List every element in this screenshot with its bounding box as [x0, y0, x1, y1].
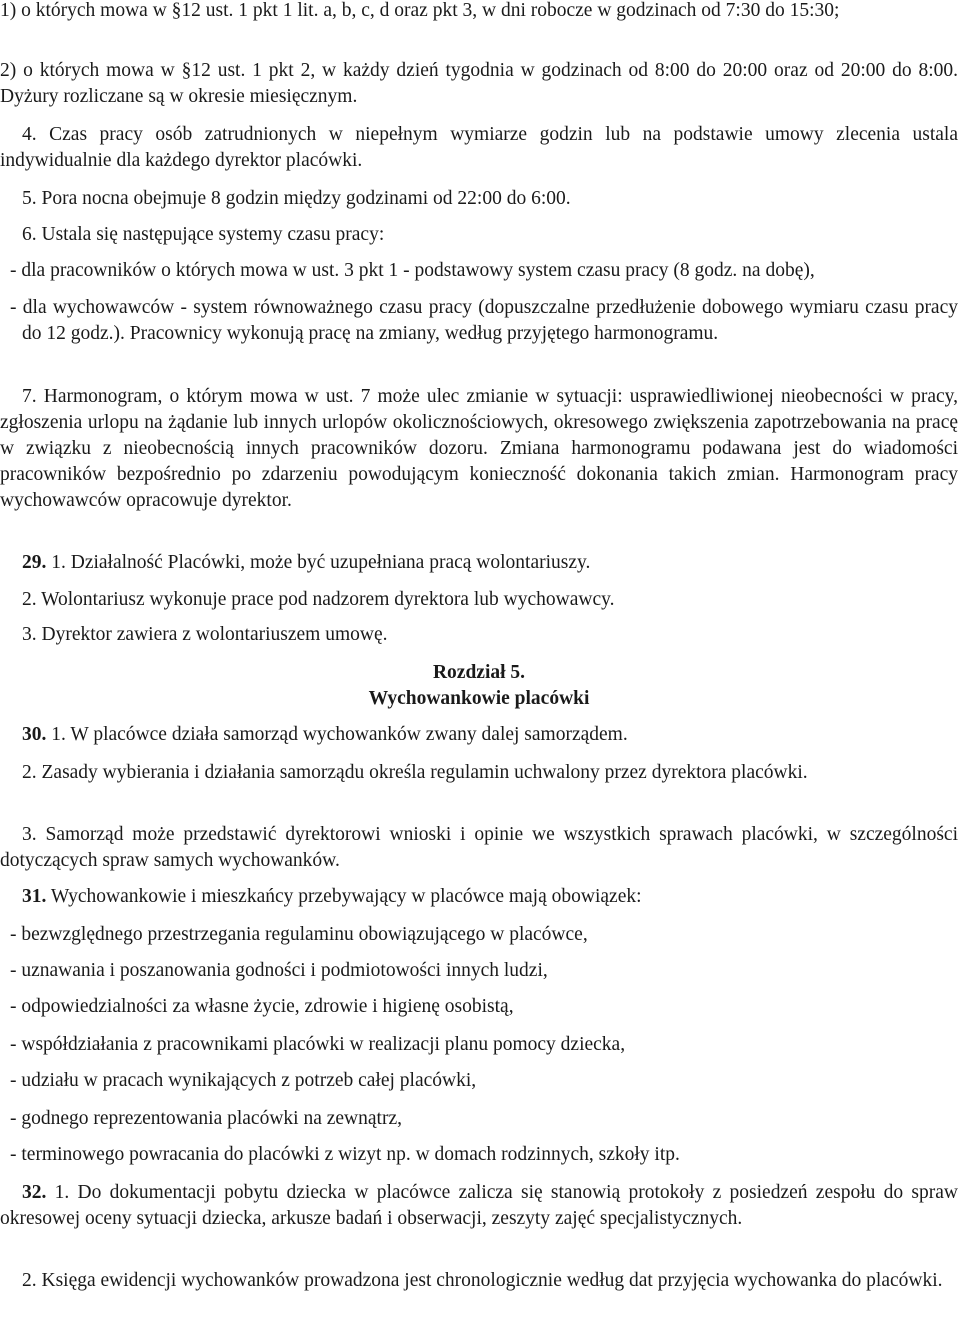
- section-29-point-3: 3. Dyrektor zawiera z wolontariuszem umowę.: [22, 624, 388, 645]
- paragraph-5: 5. Pora nocna obejmuje 8 godzin między godzinami od 22:00 do 6:00.: [22, 188, 571, 209]
- chapter-title: Rozdział 5.: [432, 662, 526, 683]
- list-item: - terminowego powracania do placówki z wizyt np. w domach rodzinnych, szkoły itp.: [10, 1144, 680, 1165]
- list-item: - bezwzględnego przestrzegania regulaminu obowiązującego w placówce,: [10, 924, 588, 945]
- section-29-number: 29.: [22, 552, 47, 573]
- section-30-point-1: [22, 722, 958, 748]
- list-item: - uznawania i poszanowania godności i podmiotowości innych ludzi,: [10, 960, 548, 981]
- paragraph-6: 6. Ustala się następujące systemy czasu pracy:: [22, 224, 385, 245]
- paragraph-6-item-a: - dla pracowników o których mowa w ust. 3 pkt 1 - podstawowy system czasu pracy (8 godz. na dobę),: [10, 260, 815, 281]
- list-item: - udziału w pracach wynikających z potrzeb całej placówki,: [10, 1070, 477, 1091]
- paragraph-4: 4. Czas pracy osób zatrudnionych w niepełnym wymiarze godzin lub na podstawie umowy zlecenia ustala indywidualnie dla każdego dyrektor placówki.: [0, 124, 958, 171]
- list-item: - współdziałania z pracownikami placówki w realizacji planu pomocy dziecka,: [10, 1034, 626, 1055]
- section-29-point-1: [22, 550, 958, 576]
- section-32-point-1: [0, 1180, 958, 1232]
- paragraph-6-item-b: - dla wychowawców - system równoważnego czasu pracy (dopuszczalne przedłużenie dobowego wymiaru czasu pracy do 12 godz.). Pracownicy wykonują pracę na zmiany, według przyjętego harmonogramu.: [10, 297, 958, 344]
- section-31-number: 31.: [22, 886, 47, 907]
- paragraph-7: 7. Harmonogram, o którym mowa w ust. 7 może ulec zmianie w sytuacji: usprawiedliwionej nieobecności w pracy, zgłoszenia urlopu na żądanie lub innych urlopów okolicznościowych, okresowego zwiększenia zapotrzebowania na pracę w związku z nieobecnością innych pracowników dozoru. Zmiana harmonogramu podawana jest do wiadomości pracowników bezpośrednio po zdarzeniu powodującym konieczność dokonania takich zmian. Harmonogram pracy wychowawców opracowuje dyrektor.: [0, 386, 958, 511]
- paragraph-1-2: 2) o których mowa w §12 ust. 1 pkt 2, w każdy dzień tygodnia w godzinach od 8:00 do 20:00 oraz od 20:00 do 8:00. Dyżury rozliczane są w okresie miesięcznym.: [0, 60, 958, 107]
- section-30-number: 30.: [22, 724, 47, 745]
- section-32-number: 32.: [22, 1182, 47, 1203]
- chapter-subtitle: Wychowankowie placówki: [368, 688, 590, 709]
- section-29-point-1-text: 1. Działalność Placówki, może być uzupełniana pracą wolontariuszy.: [46, 552, 591, 573]
- section-29-point-2: 2. Wolontariusz wykonuje prace pod nadzorem dyrektora lub wychowawcy.: [22, 589, 615, 610]
- paragraph-1-1: 1) o których mowa w §12 ust. 1 pkt 1 lit. a, b, c, d oraz pkt 3, w dni robocze w godzinach od 7:30 do 15:30;: [0, 0, 840, 21]
- section-31-intro: [22, 884, 958, 910]
- section-32-point-1-text: 1. Do dokumentacji pobytu dziecka w placówce zalicza się stanowią protokoły z posiedzeń zespołu do spraw okresowej oceny sytuacji dziecka, arkusze badań i obserwacji, zeszyty zajęć specjalistycznych.: [0, 1182, 958, 1229]
- section-32-point-2: 2. Księga ewidencji wychowanków prowadzona jest chronologicznie według dat przyjęcia wychowanka do placówki.: [22, 1270, 943, 1291]
- section-31-intro-text: Wychowankowie i mieszkańcy przebywający w placówce mają obowiązek:: [46, 886, 642, 907]
- section-30-point-3: 3. Samorząd może przedstawić dyrektorowi wnioski i opinie we wszystkich sprawach placówki, w szczególności dotyczących spraw samych wychowanków.: [0, 824, 958, 871]
- list-item: - godnego reprezentowania placówki na zewnątrz,: [10, 1108, 402, 1129]
- section-30-point-1-text: 1. W placówce działa samorząd wychowanków zwany dalej samorządem.: [46, 724, 628, 745]
- section-30-point-2: 2. Zasady wybierania i działania samorządu określa regulamin uchwalony przez dyrektora placówki.: [22, 762, 808, 783]
- list-item: - odpowiedzialności za własne życie, zdrowie i higienę osobistą,: [10, 996, 514, 1017]
